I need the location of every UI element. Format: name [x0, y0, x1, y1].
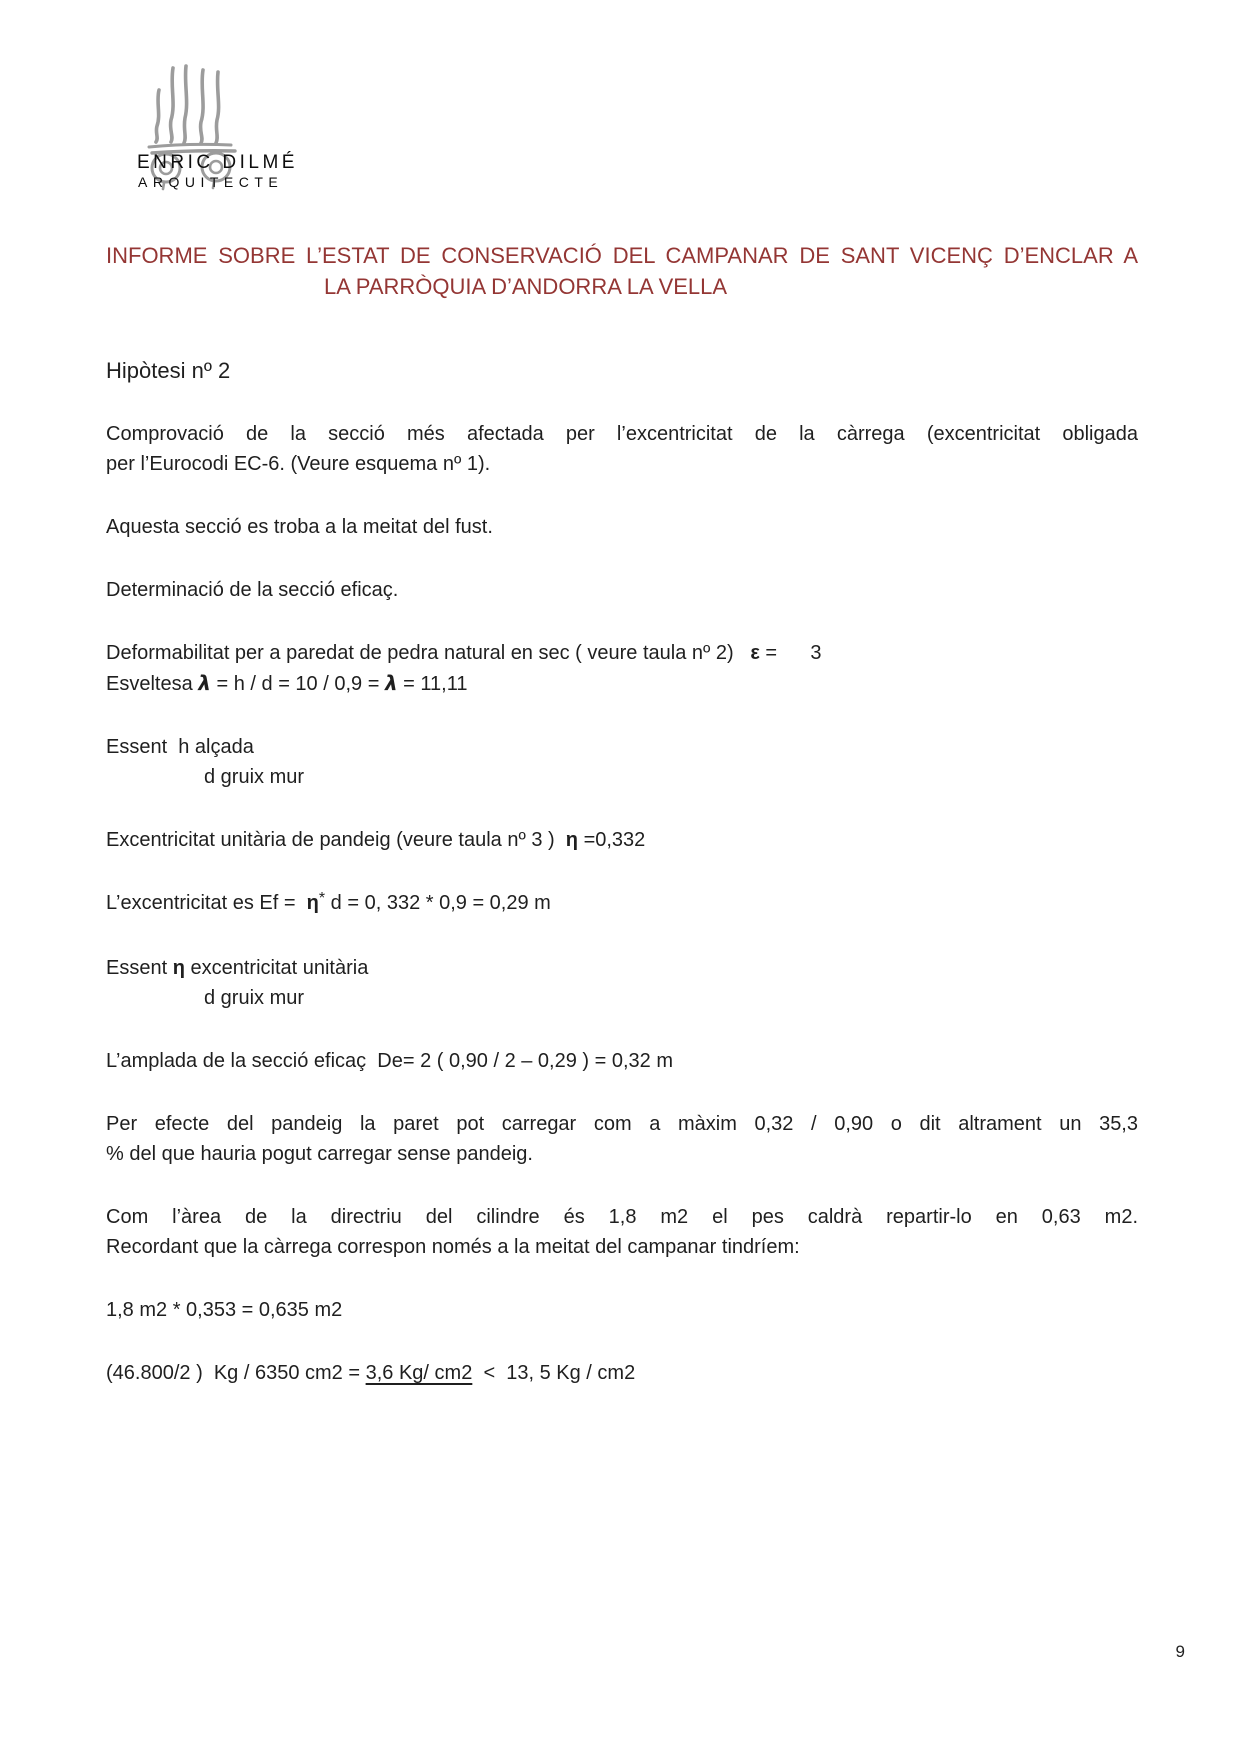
text-line: Comprovació de la secció més afectada per l’excentricitat de la càrrega (excentricitat obligada: [106, 423, 1138, 445]
title-line-2: LA PARRÒQUIA D’ANDORRA LA VELLA: [324, 274, 728, 299]
title-line-1: INFORME SOBRE L’ESTAT DE CONSERVACIÓ DEL CAMPANAR DE SANT VICENÇ D’ENCLAR A: [106, 243, 1138, 268]
paragraph-area: [106, 1202, 1138, 1262]
logo-name: ENRIC DILMÉ: [137, 152, 298, 173]
text-segment: excentricitat unitària: [184, 957, 369, 979]
underlined-result: 3,6 Kg/ cm2: [365, 1362, 473, 1384]
report-body: [106, 356, 1138, 1421]
text-segment: < 13, 5 Kg / cm2: [472, 1362, 636, 1384]
eta-symbol: η: [306, 892, 319, 914]
architect-logo: [138, 58, 358, 198]
paragraph-essent-eta: [106, 953, 1138, 1013]
text-line: d gruix mur: [204, 987, 305, 1009]
paragraph-determinacio: Determinació de la secció eficaç.: [106, 579, 399, 601]
text-segment: = h / d = 10 / 0,9 =: [210, 673, 385, 695]
paragraph-calc1: 1,8 m2 * 0,353 = 0,635 m2: [106, 1299, 343, 1321]
paragraph-comprovacio: [106, 419, 1138, 479]
text-line: Recordant que la càrrega correspon només a la meitat del campanar tindríem:: [106, 1236, 800, 1258]
paragraph-deformabilitat-esveltesa: [106, 638, 1138, 699]
lambda-symbol: λ: [198, 671, 211, 695]
paragraph-seccio-fust: Aquesta secció es troba a la meitat del fust.: [106, 516, 493, 538]
epsilon-symbol: ε: [750, 642, 760, 664]
text-segment: d = 0, 332 * 0,9 = 0,29 m: [325, 892, 551, 914]
eta-symbol: η: [172, 957, 185, 979]
text-line: [106, 953, 1138, 983]
asterisk-superscript: *: [318, 890, 326, 907]
page-number: 9: [1175, 1642, 1185, 1661]
text-segment: Excentricitat unitària de pandeig (veure taula nº 3 ): [106, 829, 566, 851]
logo-profession: ARQUITECTE: [138, 174, 284, 190]
report-title: [106, 240, 1138, 302]
text-line: Per efecte del pandeig la paret pot carregar com a màxim 0,32 / 0,90 o dit altrament un 35,3: [106, 1113, 1138, 1135]
text-line: d gruix mur: [204, 766, 305, 788]
text-line: % del que hauria pogut carregar sense pandeig.: [106, 1143, 533, 1165]
paragraph-essent-h: [106, 732, 1138, 792]
eta-symbol: η: [565, 829, 579, 851]
text-segment: Essent: [106, 957, 173, 979]
text-segment: = 11,11: [397, 673, 468, 695]
section-heading: Hipòtesi nº 2: [106, 358, 231, 383]
text-segment: (46.800/2 ) Kg / 6350 cm2 =: [106, 1362, 366, 1384]
text-line: per l’Eurocodi EC-6. (Veure esquema nº 1).: [106, 453, 491, 475]
text-segment: L’excentricitat es Ef =: [106, 892, 307, 914]
paragraph-excentricitat-unitaria: [106, 825, 1138, 855]
paragraph-calc2: [106, 1358, 1138, 1388]
text-segment: =0,332: [578, 829, 646, 851]
text-line: Com l’àrea de la directriu del cilindre és 1,8 m2 el pes caldrà repartir-lo en 0,63 m2.: [106, 1206, 1138, 1228]
deformabilitat-line: [106, 638, 1138, 668]
paragraph-amplada: L’amplada de la secció eficaç De= 2 ( 0,90 / 2 – 0,29 ) = 0,32 m: [106, 1050, 674, 1072]
text-segment: Esveltesa: [106, 673, 199, 695]
text-segment: = 3: [759, 642, 822, 664]
text-segment: Deformabilitat per a paredat de pedra natural en sec ( veure taula nº 2): [106, 642, 751, 664]
paragraph-pandeig: [106, 1109, 1138, 1169]
lambda-symbol: λ: [384, 671, 398, 695]
paragraph-excentricitat-ef: [106, 888, 1138, 920]
esveltesa-line: [106, 668, 1138, 699]
text-line: Essent h alçada: [106, 736, 254, 758]
